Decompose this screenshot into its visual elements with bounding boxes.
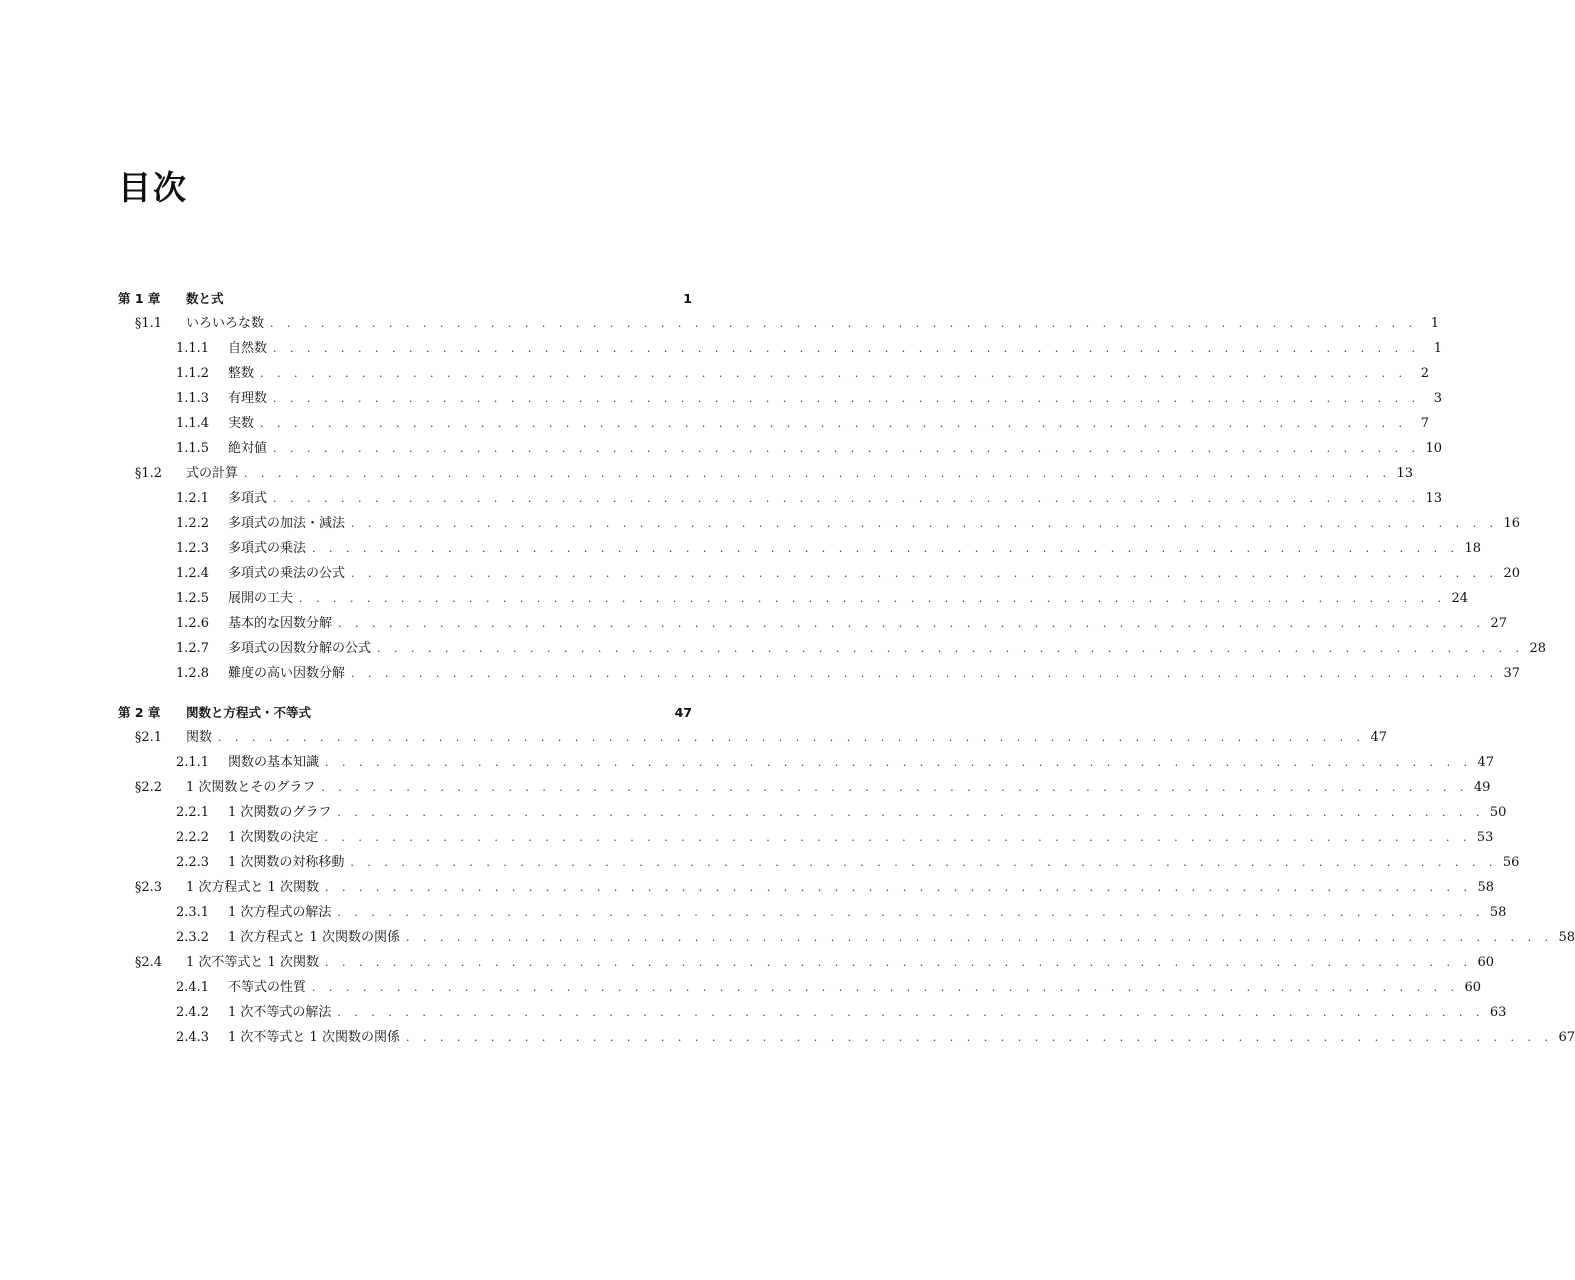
dot-leader: . . . . . . . . . . . . . . . . . . . . . . . . . . . . . . . . . . . . . . . . . . . . . . . . . . . . . . . . . . . . . . . . . . . .	[325, 756, 1473, 769]
subsection-entry[interactable]	[118, 561, 1521, 586]
entry-number: 1.2.5	[176, 591, 210, 606]
chapter-entry[interactable]	[118, 700, 692, 725]
entry-page-number: 3	[1433, 391, 1443, 406]
entry-title: 1 次関数の対称移動	[228, 855, 345, 870]
entry-number: 1.1.1	[176, 341, 210, 356]
entry-page-number: 53	[1476, 830, 1494, 845]
subsection-entry[interactable]	[118, 336, 1443, 361]
entry-title: 1 次不等式の解法	[228, 1005, 332, 1020]
entry-number: 第 2 章	[118, 705, 161, 720]
subsection-entry[interactable]	[118, 411, 1430, 436]
entry-title: 多項式の乗法の公式	[228, 566, 346, 581]
subsection-entry[interactable]	[118, 536, 1482, 561]
entry-number: 1.2.7	[176, 641, 210, 656]
entry-page-number: 56	[1502, 855, 1520, 870]
entry-title: 展開の工夫	[228, 591, 294, 606]
entry-number: 1.1.5	[176, 441, 210, 456]
entry-number: 1.2.4	[176, 566, 210, 581]
entry-page-number: 37	[1503, 666, 1521, 681]
entry-page-number: 58	[1558, 930, 1575, 945]
subsection-entry[interactable]	[118, 636, 1547, 661]
subsection-entry[interactable]	[118, 900, 1507, 925]
dot-leader: . . . . . . . . . . . . . . . . . . . . . . . . . . . . . . . . . . . . . . . . . . . . . . . . . . . . . . . . . . . . . . . . . . . .	[338, 617, 1486, 630]
dot-leader: . . . . . . . . . . . . . . . . . . . . . . . . . . . . . . . . . . . . . . . . . . . . . . . . . . . . . . . . . . . . . . . . . . . .	[351, 667, 1499, 680]
subsection-entry[interactable]	[118, 486, 1443, 511]
entry-page-number: 58	[1477, 880, 1494, 895]
chapter-block	[118, 700, 1575, 1050]
chapter-entry[interactable]	[118, 286, 692, 311]
entry-page-number: 24	[1451, 591, 1469, 606]
subsection-entry[interactable]	[118, 361, 1430, 386]
entry-title: 多項式の乗法	[228, 541, 307, 556]
entry-number: 2.2.2	[176, 830, 210, 845]
entry-title: 関数	[186, 730, 213, 745]
subsection-entry[interactable]	[118, 661, 1521, 686]
entry-page-number: 16	[1503, 516, 1521, 531]
dot-leader: . . . . . . . . . . . . . . . . . . . . . . . . . . . . . . . . . . . . . . . . . . . . . . . . . . . . . . . . . . . . . . . . . . . .	[244, 467, 1392, 480]
section-entry[interactable]	[118, 725, 1388, 750]
dot-leader: . . . . . . . . . . . . . . . . . . . . . . . . . . . . . . . . . . . . . . . . . . . . . . . . . . . . . . . . . . . . . . . . . . . .	[299, 592, 1447, 605]
subsection-entry[interactable]	[118, 850, 1520, 875]
entry-number: 2.3.1	[176, 905, 210, 920]
entry-page-number: 60	[1464, 980, 1482, 995]
chapter-block	[118, 286, 1547, 686]
entry-title: 1 次関数のグラフ	[228, 805, 332, 820]
dot-leader: . . . . . . . . . . . . . . . . . . . . . . . . . . . . . . . . . . . . . . . . . . . . . . . . . . . . . . . . . . . . . . . . . . . .	[405, 1031, 1553, 1044]
entry-number: 1.1.3	[176, 391, 210, 406]
subsection-entry[interactable]	[118, 386, 1443, 411]
entry-number: 1.2.1	[176, 491, 210, 506]
entry-page-number: 49	[1473, 780, 1491, 795]
subsection-entry[interactable]	[118, 611, 1508, 636]
entry-number: §2.4	[134, 955, 162, 970]
entry-page-number: 47	[674, 705, 692, 720]
entry-number: §1.2	[134, 466, 162, 481]
dot-leader: . . . . . . . . . . . . . . . . . . . . . . . . . . . . . . . . . . . . . . . . . . . . . . . . . . . . . . . . . . . . . . . . . . . .	[405, 931, 1553, 944]
subsection-entry[interactable]	[118, 750, 1495, 775]
entry-number: 第 1 章	[118, 291, 161, 306]
dot-leader: . . . . . . . . . . . . . . . . . . . . . . . . . . . . . . . . . . . . . . . . . . . . . . . . . . . . . . . . . . . . . . . . . . . .	[351, 567, 1499, 580]
entry-page-number: 13	[1425, 491, 1443, 506]
entry-title: 多項式	[228, 491, 268, 506]
dot-leader: . . . . . . . . . . . . . . . . . . . . . . . . . . . . . . . . . . . . . . . . . . . . . . . . . . . . . . . . . . . . . . . . . . . .	[321, 781, 1469, 794]
entry-number: 2.1.1	[176, 755, 210, 770]
dot-leader: . . . . . . . . . . . . . . . . . . . . . . . . . . . . . . . . . . . . . . . . . . . . . . . . . . . . . . . . . . . . . . . . . . . .	[273, 342, 1421, 355]
dot-leader: . . . . . . . . . . . . . . . . . . . . . . . . . . . . . . . . . . . . . . . . . . . . . . . . . . . . . . . . . . . . . . . . . . . .	[351, 517, 1499, 530]
subsection-entry[interactable]	[118, 1000, 1507, 1025]
subsection-entry[interactable]	[118, 825, 1494, 850]
entry-number: 2.4.2	[176, 1005, 210, 1020]
entry-page-number: 67	[1558, 1030, 1575, 1045]
entry-page-number: 20	[1503, 566, 1521, 581]
dot-leader: . . . . . . . . . . . . . . . . . . . . . . . . . . . . . . . . . . . . . . . . . . . . . . . . . . . . . . . . . . . . . . . . . . . .	[270, 317, 1418, 330]
entry-title: 多項式の因数分解の公式	[228, 641, 372, 656]
entry-title: 1 次不等式と 1 次関数	[186, 955, 319, 970]
dot-leader: . . . . . . . . . . . . . . . . . . . . . . . . . . . . . . . . . . . . . . . . . . . . . . . . . . . . . . . . . . . . . . . . . . . .	[324, 831, 1472, 844]
subsection-entry[interactable]	[118, 586, 1469, 611]
entry-number: 1.2.8	[176, 666, 210, 681]
dot-leader: . . . . . . . . . . . . . . . . . . . . . . . . . . . . . . . . . . . . . . . . . . . . . . . . . . . . . . . . . . . . . . . . . . . .	[377, 642, 1525, 655]
entry-title: 実数	[228, 416, 255, 431]
entry-title: 1 次方程式の解法	[228, 905, 332, 920]
entry-number: 1.2.3	[176, 541, 210, 556]
section-entry[interactable]	[118, 311, 1440, 336]
entry-page-number: 1	[1430, 316, 1440, 331]
entry-title: 式の計算	[186, 466, 239, 481]
entry-title: 有理数	[228, 391, 268, 406]
dot-leader: . . . . . . . . . . . . . . . . . . . . . . . . . . . . . . . . . . . . . . . . . . . . . . . . . . . . . . . . . . . . . . . . . . . .	[273, 492, 1421, 505]
entry-number: 1.1.4	[176, 416, 210, 431]
section-entry[interactable]	[118, 461, 1414, 486]
entry-number: 1.2.6	[176, 616, 210, 631]
entry-number: 2.4.3	[176, 1030, 210, 1045]
dot-leader: . . . . . . . . . . . . . . . . . . . . . . . . . . . . . . . . . . . . . . . . . . . . . . . . . . . . . . . . . . . . . . . . . . . .	[350, 856, 1498, 869]
dot-leader: . . . . . . . . . . . . . . . . . . . . . . . . . . . . . . . . . . . . . . . . . . . . . . . . . . . . . . . . . . . . . . . . . . . .	[273, 442, 1421, 455]
entry-page-number: 13	[1396, 466, 1414, 481]
entry-number: §2.3	[134, 880, 162, 895]
entry-title: 1 次方程式と 1 次関数	[186, 880, 319, 895]
dot-leader: . . . . . . . . . . . . . . . . . . . . . . . . . . . . . . . . . . . . . . . . . . . . . . . . . . . . . . . . . . . . . . . . . . . .	[324, 956, 1472, 969]
entry-page-number: 58	[1489, 905, 1507, 920]
entry-title: 1 次方程式と 1 次関数の関係	[228, 930, 400, 945]
subsection-entry[interactable]	[118, 1025, 1575, 1050]
entry-title: 多項式の加法・減法	[228, 516, 346, 531]
subsection-entry[interactable]	[118, 925, 1575, 950]
entry-number: 2.4.1	[176, 980, 210, 995]
dot-leader: . . . . . . . . . . . . . . . . . . . . . . . . . . . . . . . . . . . . . . . . . . . . . . . . . . . . . . . . . . . . . . . . . . . .	[312, 542, 1460, 555]
dot-leader: . . . . . . . . . . . . . . . . . . . . . . . . . . . . . . . . . . . . . . . . . . . . . . . . . . . . . . . . . . . . . . . . . . . .	[337, 1006, 1485, 1019]
dot-leader: . . . . . . . . . . . . . . . . . . . . . . . . . . . . . . . . . . . . . . . . . . . . . . . . . . . . . . . . . . . . . . . . . . . .	[218, 731, 1366, 744]
entry-page-number: 60	[1477, 955, 1494, 970]
entry-title: 基本的な因数分解	[228, 616, 333, 631]
entry-title: 不等式の性質	[228, 980, 307, 995]
page-title: 目次	[118, 168, 188, 207]
section-entry[interactable]	[118, 950, 1494, 975]
entry-page-number: 50	[1489, 805, 1507, 820]
subsection-entry[interactable]	[118, 975, 1482, 1000]
entry-page-number: 10	[1425, 441, 1443, 456]
entry-page-number: 18	[1464, 541, 1482, 556]
entry-page-number: 2	[1420, 366, 1430, 381]
subsection-entry[interactable]	[118, 511, 1521, 536]
entry-page-number: 27	[1490, 616, 1508, 631]
entry-number: 1.2.2	[176, 516, 210, 531]
dot-leader: . . . . . . . . . . . . . . . . . . . . . . . . . . . . . . . . . . . . . . . . . . . . . . . . . . . . . . . . . . . . . . . . . . . .	[260, 367, 1408, 380]
entry-title: 1 次関数の決定	[228, 830, 319, 845]
entry-title: 数と式	[186, 291, 224, 306]
entry-number: 2.2.1	[176, 805, 210, 820]
entry-title: 1 次不等式と 1 次関数の関係	[228, 1030, 400, 1045]
entry-page-number: 63	[1489, 1005, 1507, 1020]
dot-leader: . . . . . . . . . . . . . . . . . . . . . . . . . . . . . . . . . . . . . . . . . . . . . . . . . . . . . . . . . . . . . . . . . . . .	[324, 881, 1472, 894]
entry-title: 関数と方程式・不等式	[186, 705, 312, 720]
dot-leader: . . . . . . . . . . . . . . . . . . . . . . . . . . . . . . . . . . . . . . . . . . . . . . . . . . . . . . . . . . . . . . . . . . . .	[273, 392, 1421, 405]
entry-page-number: 1	[683, 291, 692, 306]
entry-title: いろいろな数	[186, 316, 265, 331]
subsection-entry[interactable]	[118, 800, 1507, 825]
entry-title: 難度の高い因数分解	[228, 666, 346, 681]
entry-title: 自然数	[228, 341, 268, 356]
entry-page-number: 28	[1529, 641, 1547, 656]
entry-title: 関数の基本知識	[228, 755, 320, 770]
entry-number: §2.2	[134, 780, 162, 795]
entry-number: 2.2.3	[176, 855, 210, 870]
table-of-contents	[118, 286, 1575, 1064]
entry-title: 絶対値	[228, 441, 268, 456]
entry-number: §1.1	[134, 316, 162, 331]
dot-leader: . . . . . . . . . . . . . . . . . . . . . . . . . . . . . . . . . . . . . . . . . . . . . . . . . . . . . . . . . . . . . . . . . . . .	[260, 417, 1408, 430]
entry-page-number: 1	[1433, 341, 1443, 356]
section-entry[interactable]	[118, 775, 1491, 800]
entry-page-number: 7	[1420, 416, 1430, 431]
dot-leader: . . . . . . . . . . . . . . . . . . . . . . . . . . . . . . . . . . . . . . . . . . . . . . . . . . . . . . . . . . . . . . . . . . . .	[312, 981, 1460, 994]
entry-page-number: 47	[1370, 730, 1388, 745]
entry-title: 1 次関数とそのグラフ	[186, 780, 316, 795]
entry-title: 整数	[228, 366, 255, 381]
entry-page-number: 47	[1477, 755, 1495, 770]
entry-number: 2.3.2	[176, 930, 210, 945]
entry-number: 1.1.2	[176, 366, 210, 381]
section-entry[interactable]	[118, 875, 1494, 900]
entry-number: §2.1	[134, 730, 162, 745]
dot-leader: . . . . . . . . . . . . . . . . . . . . . . . . . . . . . . . . . . . . . . . . . . . . . . . . . . . . . . . . . . . . . . . . . . . .	[337, 806, 1485, 819]
dot-leader: . . . . . . . . . . . . . . . . . . . . . . . . . . . . . . . . . . . . . . . . . . . . . . . . . . . . . . . . . . . . . . . . . . . .	[337, 906, 1485, 919]
subsection-entry[interactable]	[118, 436, 1443, 461]
